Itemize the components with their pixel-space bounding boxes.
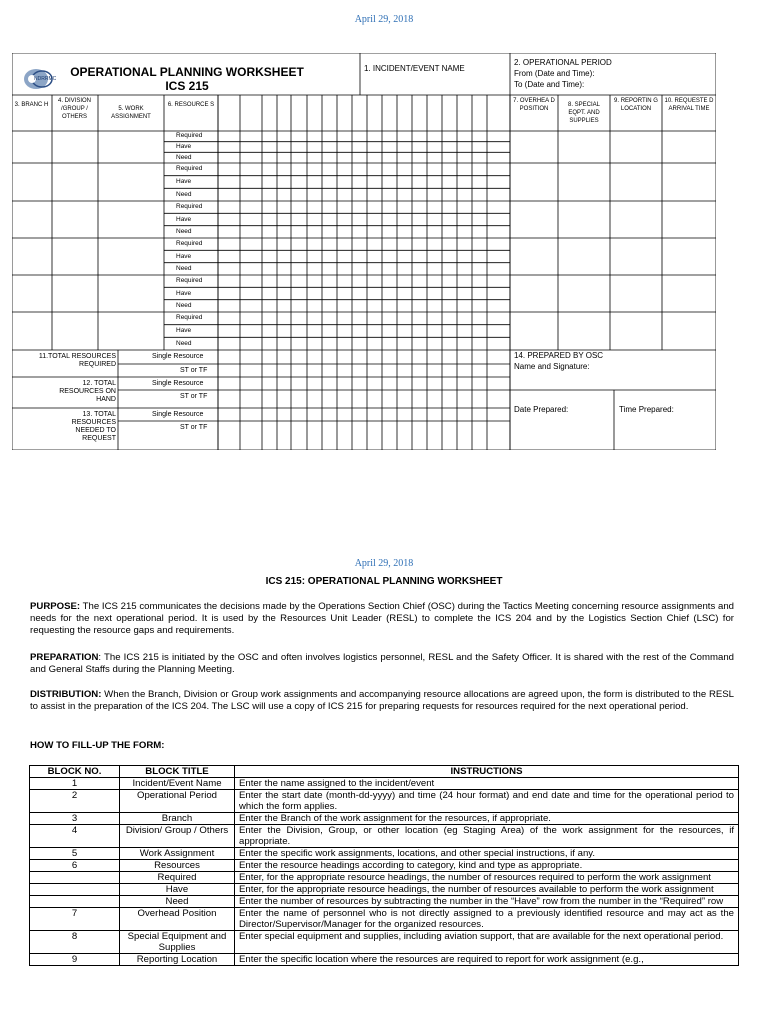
block-title-cell: Resources: [120, 860, 235, 872]
instructions-cell: Enter the name assigned to the incident/event: [235, 778, 739, 790]
block-title-cell: Overhead Position: [120, 908, 235, 931]
block-title-cell: Branch: [120, 813, 235, 825]
row-label-required: Required: [176, 165, 203, 173]
block-no-cell: [30, 884, 120, 896]
col-work-assignment-header: 5. WORK ASSIGNMENT: [111, 106, 151, 120]
table-row: [30, 896, 739, 908]
doc-date: April 29, 2018: [354, 558, 414, 569]
preparation-paragraph: [30, 652, 734, 676]
block-title-cell: Have: [120, 884, 235, 896]
col-division-header: 4. DIVISION /GROUP / OTHERS: [57, 98, 91, 120]
table-row: [30, 931, 739, 954]
header-block-title: BLOCK TITLE: [120, 766, 235, 778]
page-header-date: April 29, 2018: [354, 14, 414, 25]
row-label-have: Have: [176, 327, 192, 334]
col-reporting-header: 9. REPORTIN G LOCATION: [614, 98, 658, 112]
row-label-have: Have: [176, 178, 192, 185]
table-header-row: [30, 766, 739, 778]
row-label-required: Required: [176, 240, 203, 248]
instructions-table: [29, 765, 739, 966]
row-label-need: Need: [176, 190, 192, 198]
form-title-line1: OPERATIONAL PLANNING WORKSHEET: [70, 65, 304, 79]
row-label-need: Need: [176, 301, 192, 309]
ics215-form: [12, 53, 716, 450]
single-resource-label-11: Single Resource: [152, 353, 204, 360]
row-label-required: Required: [176, 203, 203, 211]
prepared-by-label: 14. PREPARED BY OSC: [514, 351, 604, 360]
block-no-cell: 5: [30, 848, 120, 860]
operational-period-label: 2. OPERATIONAL PERIOD: [514, 58, 612, 67]
table-row: [30, 813, 739, 825]
how-to-heading: HOW TO FILL-UP THE FORM:: [30, 740, 165, 751]
instructions-cell: Enter, for the appropriate resource headings, the number of resources available to perform the work assignment: [235, 884, 739, 896]
purpose-paragraph: [30, 601, 734, 637]
block-title-cell: Need: [120, 896, 235, 908]
row-label-need: Need: [176, 264, 192, 272]
row-label-have: Have: [176, 289, 192, 297]
name-signature-label: Name and Signature:: [514, 362, 590, 371]
period-to-label: To (Date and Time):: [514, 80, 585, 89]
instructions-cell: Enter the Division, Group, or other location (eg Staging Area) of the work assignment for the resources, if appropriate.: [235, 825, 739, 848]
header-instructions: INSTRUCTIONS: [235, 766, 739, 778]
table-row: [30, 872, 739, 884]
table-row: [30, 884, 739, 896]
block-no-cell: 2: [30, 790, 120, 813]
block-title-cell: Operational Period: [120, 790, 235, 813]
period-from-label: From (Date and Time):: [514, 69, 595, 78]
distribution-paragraph: [30, 689, 734, 713]
st-or-tf-label-12: ST or TF: [180, 393, 208, 400]
incident-name-label: 1. INCIDENT/EVENT NAME: [364, 64, 465, 73]
instructions-cell: Enter the number of resources by subtracting the number in the “Have” row from the number in the “Required” row: [235, 896, 739, 908]
block-no-cell: 4: [30, 825, 120, 848]
block-title-cell: Special Equipment and Supplies: [120, 931, 235, 954]
table-row: [30, 825, 739, 848]
instructions-cell: Enter the resource headings according to category, kind and type as appropriate.: [235, 860, 739, 872]
col-overhead-header: 7. OVERHEA D POSITION: [513, 98, 555, 112]
logo-text: NDRRMC: [34, 76, 57, 82]
st-or-tf-label-11: ST or TF: [180, 367, 208, 374]
instructions-cell: Enter the specific location where the resources are required to report for work assignment (e.g.,: [235, 954, 739, 966]
st-or-tf-label-13: ST or TF: [180, 424, 208, 431]
total-required-label: 11.TOTAL RESOURCES REQUIRED: [38, 353, 116, 368]
col-resources-header: 6. RESOURCE S: [167, 102, 215, 108]
distribution-text: When the Branch, Division or Group work assignments and accompanying resource allocations are agreed upon, the form is distributed to the RESL to assist in the preparation of the ICS 204. The LSC will use a copy of ICS 215 for preparing requests for resources required for the next operational period.: [30, 689, 735, 712]
total-on-hand-label: 12. TOTAL RESOURCES ON HAND: [59, 380, 116, 403]
block-no-cell: [30, 872, 120, 884]
date-prepared-label: Date Prepared:: [514, 405, 569, 414]
header-block-no: BLOCK NO.: [30, 766, 120, 778]
block-no-cell: [30, 896, 120, 908]
table-row: [30, 908, 739, 931]
instructions-cell: Enter the start date (month-dd-yyyy) and time (24 hour format) and end date and time for the operational period to which the form applies.: [235, 790, 739, 813]
instructions-cell: Enter, for the appropriate resource headings, the number of resources required to perform the work assignment: [235, 872, 739, 884]
block-title-cell: Incident/Event Name: [120, 778, 235, 790]
instructions-cell: Enter the name of personnel who is not directly assigned to a previously identified resource and may act as the Director/Supervisor/Manager for the organized resources.: [235, 908, 739, 931]
instructions-cell: Enter the Branch of the work assignment for the resources, if appropriate.: [235, 813, 739, 825]
single-resource-label-13: Single Resource: [152, 411, 204, 418]
row-label-required: Required: [176, 132, 203, 140]
block-no-cell: 3: [30, 813, 120, 825]
block-title-cell: Work Assignment: [120, 848, 235, 860]
col-requested-arrival-header: 10. REQUESTE D ARRIVAL TIME: [664, 98, 714, 112]
preparation-text: : The ICS 215 is initiated by the OSC and often involves logistics personnel, RESL and the Safety Officer. It is shared with the rest of the Command and General Staffs during the Planning Meeting.: [30, 652, 734, 675]
instructions-cell: Enter special equipment and supplies, including aviation support, that are available for the next operational period.: [235, 931, 739, 954]
table-row: [30, 778, 739, 790]
table-row: [30, 848, 739, 860]
block-no-cell: 1: [30, 778, 120, 790]
row-label-need: Need: [176, 153, 192, 161]
col-branch-header: 3. BRANC H: [14, 102, 49, 108]
doc-heading: ICS 215: OPERATIONAL PLANNING WORKSHEET: [265, 576, 503, 587]
block-no-cell: 8: [30, 931, 120, 954]
row-label-required: Required: [176, 277, 203, 285]
table-row: [30, 790, 739, 813]
block-title-cell: Required: [120, 872, 235, 884]
row-label-have: Have: [176, 252, 192, 260]
table-row: [30, 860, 739, 872]
row-label-have: Have: [176, 143, 192, 150]
instructions-cell: Enter the specific work assignments, locations, and other special instructions, if any.: [235, 848, 739, 860]
row-label-required: Required: [176, 314, 203, 322]
block-no-cell: 9: [30, 954, 120, 966]
row-label-have: Have: [176, 215, 192, 223]
purpose-label: PURPOSE:: [30, 601, 81, 612]
total-needed-label: 13. TOTAL RESOURCES NEEDED TO REQUEST: [71, 411, 116, 442]
ndrrmc-logo: [20, 67, 60, 91]
block-no-cell: 7: [30, 908, 120, 931]
block-title-cell: Reporting Location: [120, 954, 235, 966]
row-label-need: Need: [176, 227, 192, 235]
single-resource-label-12: Single Resource: [152, 380, 204, 387]
block-title-cell: Division/ Group / Others: [120, 825, 235, 848]
time-prepared-label: Time Prepared:: [619, 405, 674, 414]
row-label-need: Need: [176, 339, 192, 347]
block-no-cell: 6: [30, 860, 120, 872]
form-title-line2: ICS 215: [165, 79, 209, 93]
form-title: [62, 65, 312, 93]
table-row: [30, 954, 739, 966]
purpose-text: The ICS 215 communicates the decisions made by the Operations Section Chief (OSC) during the Tactics Meeting concerning resource assignments and needs for the next operational period. It is used by the Resources Unit Leader (RESL) to complete the ICS 204 and by the Logistics Section Chief (LSC) for requesting the resource gaps and requirements.: [30, 601, 734, 636]
distribution-label: DISTRIBUTION:: [30, 689, 102, 700]
preparation-label: PREPARATION: [30, 652, 99, 663]
col-special-eqpt-header: 8. SPECIAL EQPT. AND SUPPLIES: [567, 102, 600, 124]
